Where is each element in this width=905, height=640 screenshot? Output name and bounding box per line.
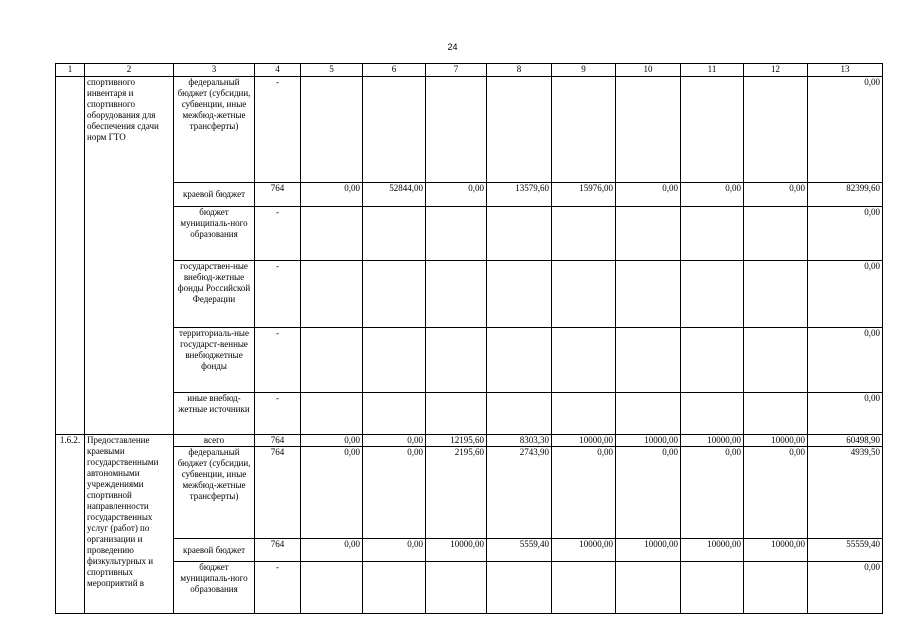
value-cell: 10000,00	[616, 539, 681, 562]
code-cell: -	[255, 562, 301, 614]
value-cell	[426, 393, 487, 435]
total-cell: 0,00	[808, 328, 883, 393]
table-row	[56, 207, 883, 261]
funding-source: краевой бюджет	[174, 183, 255, 207]
table-row	[56, 261, 883, 328]
col-header: 13	[808, 64, 883, 77]
value-cell: 12195,60	[426, 435, 487, 447]
value-cell	[487, 328, 552, 393]
item-name: спортивного инвентаря и спортивного оборудования для обеспечения сдачи норм ГТО	[85, 77, 174, 435]
value-cell	[681, 207, 744, 261]
table-row	[56, 77, 883, 183]
value-cell: 10000,00	[744, 539, 808, 562]
value-cell: 5559,40	[487, 539, 552, 562]
value-cell: 0,00	[744, 183, 808, 207]
total-cell: 60498,90	[808, 435, 883, 447]
value-cell	[487, 393, 552, 435]
value-cell: 10000,00	[744, 435, 808, 447]
value-cell	[552, 261, 616, 328]
value-cell	[681, 562, 744, 614]
total-cell: 4939,50	[808, 447, 883, 539]
value-cell: 10000,00	[616, 435, 681, 447]
value-cell	[552, 393, 616, 435]
value-cell	[744, 328, 808, 393]
value-cell	[301, 562, 363, 614]
col-header: 11	[681, 64, 744, 77]
code-cell: -	[255, 261, 301, 328]
value-cell: 0,00	[363, 435, 426, 447]
total-cell: 0,00	[808, 562, 883, 614]
value-cell	[616, 207, 681, 261]
col-header: 10	[616, 64, 681, 77]
value-cell: 52844,00	[363, 183, 426, 207]
table-row	[56, 447, 883, 539]
funding-source: государствен-ные внебюд-жетные фонды Российской Федерации	[174, 261, 255, 328]
table-row	[56, 539, 883, 562]
value-cell	[301, 77, 363, 183]
value-cell: 0,00	[681, 183, 744, 207]
value-cell	[552, 328, 616, 393]
value-cell: 0,00	[426, 183, 487, 207]
value-cell	[552, 77, 616, 183]
value-cell	[744, 77, 808, 183]
item-number: 1.6.2.	[56, 435, 85, 614]
value-cell	[426, 207, 487, 261]
funding-source: бюджет муниципаль-ного образования	[174, 207, 255, 261]
code-cell: -	[255, 207, 301, 261]
value-cell	[487, 207, 552, 261]
value-cell	[681, 393, 744, 435]
value-cell	[681, 328, 744, 393]
col-header: 2	[85, 64, 174, 77]
value-cell	[426, 261, 487, 328]
value-cell: 0,00	[301, 435, 363, 447]
value-cell: 0,00	[616, 183, 681, 207]
value-cell	[616, 393, 681, 435]
value-cell: 0,00	[363, 447, 426, 539]
value-cell: 8303,30	[487, 435, 552, 447]
value-cell	[552, 562, 616, 614]
header-row	[56, 64, 883, 77]
total-cell: 55559,40	[808, 539, 883, 562]
code-cell: 764	[255, 447, 301, 539]
value-cell: 0,00	[301, 183, 363, 207]
value-cell: 10000,00	[552, 539, 616, 562]
col-header: 7	[426, 64, 487, 77]
value-cell	[363, 77, 426, 183]
value-cell: 10000,00	[426, 539, 487, 562]
value-cell: 0,00	[301, 539, 363, 562]
code-cell: -	[255, 393, 301, 435]
value-cell	[301, 328, 363, 393]
table-body	[56, 77, 883, 614]
value-cell: 2743,90	[487, 447, 552, 539]
col-header: 6	[363, 64, 426, 77]
funding-source: бюджет муниципаль-ного образования	[174, 562, 255, 614]
value-cell: 0,00	[616, 447, 681, 539]
funding-source: иные внебюд-жетные источники	[174, 393, 255, 435]
value-cell	[426, 77, 487, 183]
value-cell: 13579,60	[487, 183, 552, 207]
value-cell	[744, 261, 808, 328]
value-cell	[552, 207, 616, 261]
value-cell	[487, 562, 552, 614]
col-header: 9	[552, 64, 616, 77]
total-cell: 0,00	[808, 393, 883, 435]
budget-table	[55, 63, 883, 614]
value-cell: 2195,60	[426, 447, 487, 539]
value-cell	[363, 328, 426, 393]
value-cell	[616, 77, 681, 183]
col-header: 1	[56, 64, 85, 77]
funding-source: краевой бюджет	[174, 539, 255, 562]
value-cell	[363, 562, 426, 614]
total-cell: 0,00	[808, 77, 883, 183]
funding-source: федеральный бюджет (субсидии, субвенции, иные межбюд-жетные трансферты)	[174, 77, 255, 183]
value-cell	[487, 77, 552, 183]
value-cell	[487, 261, 552, 328]
table-row	[56, 435, 883, 447]
value-cell: 0,00	[301, 447, 363, 539]
code-cell: 764	[255, 183, 301, 207]
funding-source: территориаль-ные государст-венные внебюджетные фонды	[174, 328, 255, 393]
value-cell: 0,00	[744, 447, 808, 539]
funding-source: всего	[174, 435, 255, 447]
col-header: 5	[301, 64, 363, 77]
table-row	[56, 562, 883, 614]
value-cell	[301, 207, 363, 261]
value-cell	[616, 562, 681, 614]
value-cell	[426, 328, 487, 393]
col-header: 12	[744, 64, 808, 77]
code-cell: 764	[255, 435, 301, 447]
value-cell	[301, 393, 363, 435]
value-cell: 0,00	[552, 447, 616, 539]
value-cell	[616, 261, 681, 328]
funding-source: федеральный бюджет (субсидии, субвенции, иные межбюд-жетные трансферты)	[174, 447, 255, 539]
code-cell: 764	[255, 539, 301, 562]
value-cell: 15976,00	[552, 183, 616, 207]
value-cell	[744, 393, 808, 435]
value-cell	[744, 207, 808, 261]
value-cell	[744, 562, 808, 614]
col-header: 8	[487, 64, 552, 77]
value-cell	[681, 77, 744, 183]
code-cell: -	[255, 328, 301, 393]
col-header: 4	[255, 64, 301, 77]
value-cell: 0,00	[363, 539, 426, 562]
col-header: 3	[174, 64, 255, 77]
total-cell: 0,00	[808, 207, 883, 261]
page-number: 24	[447, 42, 458, 52]
value-cell: 10000,00	[552, 435, 616, 447]
code-cell: -	[255, 77, 301, 183]
table-row	[56, 393, 883, 435]
value-cell	[363, 261, 426, 328]
total-cell: 82399,60	[808, 183, 883, 207]
value-cell	[363, 207, 426, 261]
value-cell	[426, 562, 487, 614]
value-cell	[681, 261, 744, 328]
table-row	[56, 183, 883, 207]
table-row	[56, 328, 883, 393]
item-number	[56, 77, 85, 435]
value-cell: 10000,00	[681, 539, 744, 562]
value-cell	[363, 393, 426, 435]
value-cell	[301, 261, 363, 328]
total-cell: 0,00	[808, 261, 883, 328]
value-cell: 10000,00	[681, 435, 744, 447]
value-cell	[616, 328, 681, 393]
value-cell: 0,00	[681, 447, 744, 539]
item-name: Предоставление краевыми государственными автономными учреждениями спортивной направленности государственных услуг (работ) по организации и проведению физкультурных и спортивных мероприятий в	[85, 435, 174, 614]
